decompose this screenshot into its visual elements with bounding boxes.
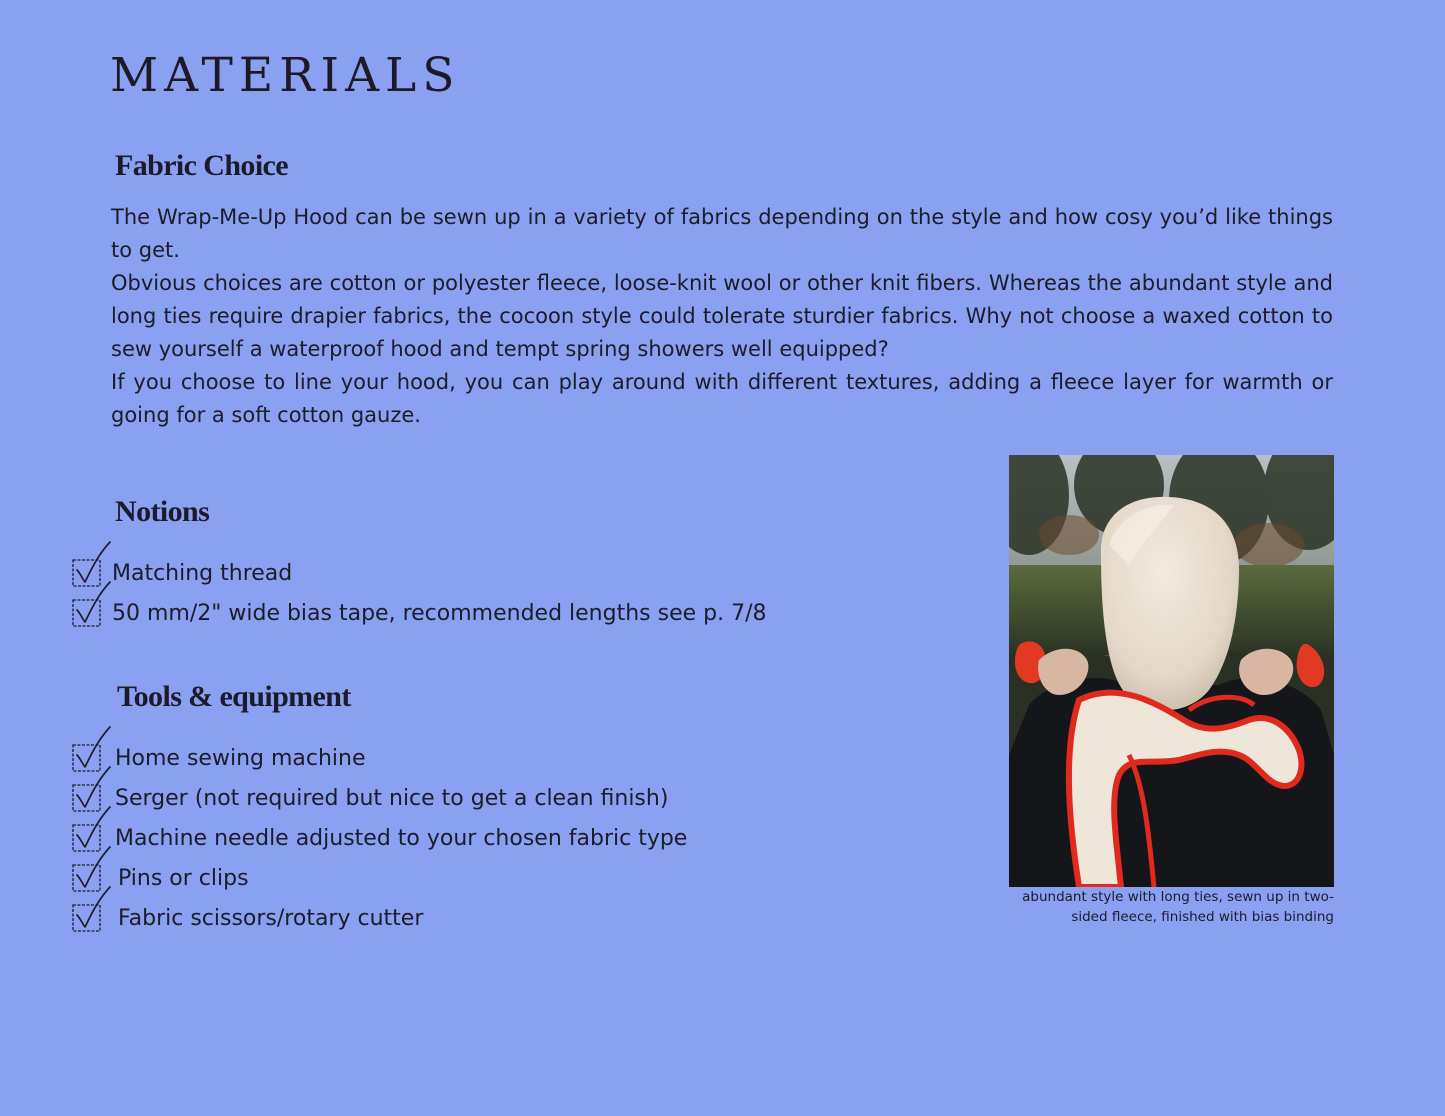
tool-item [72,739,687,779]
tool-item [72,779,687,819]
tools-checklist [72,739,687,939]
fabric-choice-heading: Fabric Choice [115,149,288,182]
notion-label: Matching thread [112,561,293,586]
tool-label: Pins or clips [118,866,249,891]
checkbox-checked-icon[interactable] [72,580,114,630]
tool-label: Fabric scissors/rotary cutter [118,906,424,931]
notions-heading: Notions [115,495,210,528]
notion-label: 50 mm/2" wide bias tape, recommended lengths see p. 7/8 [112,601,767,626]
tool-label: Home sewing machine [115,746,366,771]
notions-checklist [72,554,767,634]
tool-item [72,899,687,939]
caption-line-1: abundant style with long ties, sewn up in two- [1022,889,1334,905]
tools-heading: Tools & equipment [117,680,351,713]
notion-item [72,554,767,594]
hood-photo [1009,455,1334,887]
fabric-paragraph-1: The Wrap-Me-Up Hood can be sewn up in a variety of fabrics depending on the style and how cosy you’d like things to get. [111,205,1333,262]
notion-item [72,594,767,634]
fabric-paragraph-3: If you choose to line your hood, you can play around with different textures, adding a fleece layer for warmth or going for a soft cotton gauze. [111,370,1333,427]
photo-caption [1009,887,1334,927]
checkbox-checked-icon[interactable] [72,885,114,935]
fabric-paragraph-2: Obvious choices are cotton or polyester fleece, loose-knit wool or other knit fibers. Whereas the abundant style and long ties require drapier fabrics, the cocoon style could tolerate sturdier fabrics. Why not choose a waxed cotton to sew yourself a waterproof hood and tempt spring showers well equipped? [111,271,1333,361]
tool-label: Machine needle adjusted to your chosen fabric type [115,826,688,851]
fabric-choice-text [111,201,1333,432]
caption-line-2: sided fleece, finished with bias binding [1071,909,1334,925]
tool-item [72,859,687,899]
tool-label: Serger (not required but nice to get a clean finish) [115,786,669,811]
tool-item [72,819,687,859]
page-title: MATERIALS [110,48,461,103]
